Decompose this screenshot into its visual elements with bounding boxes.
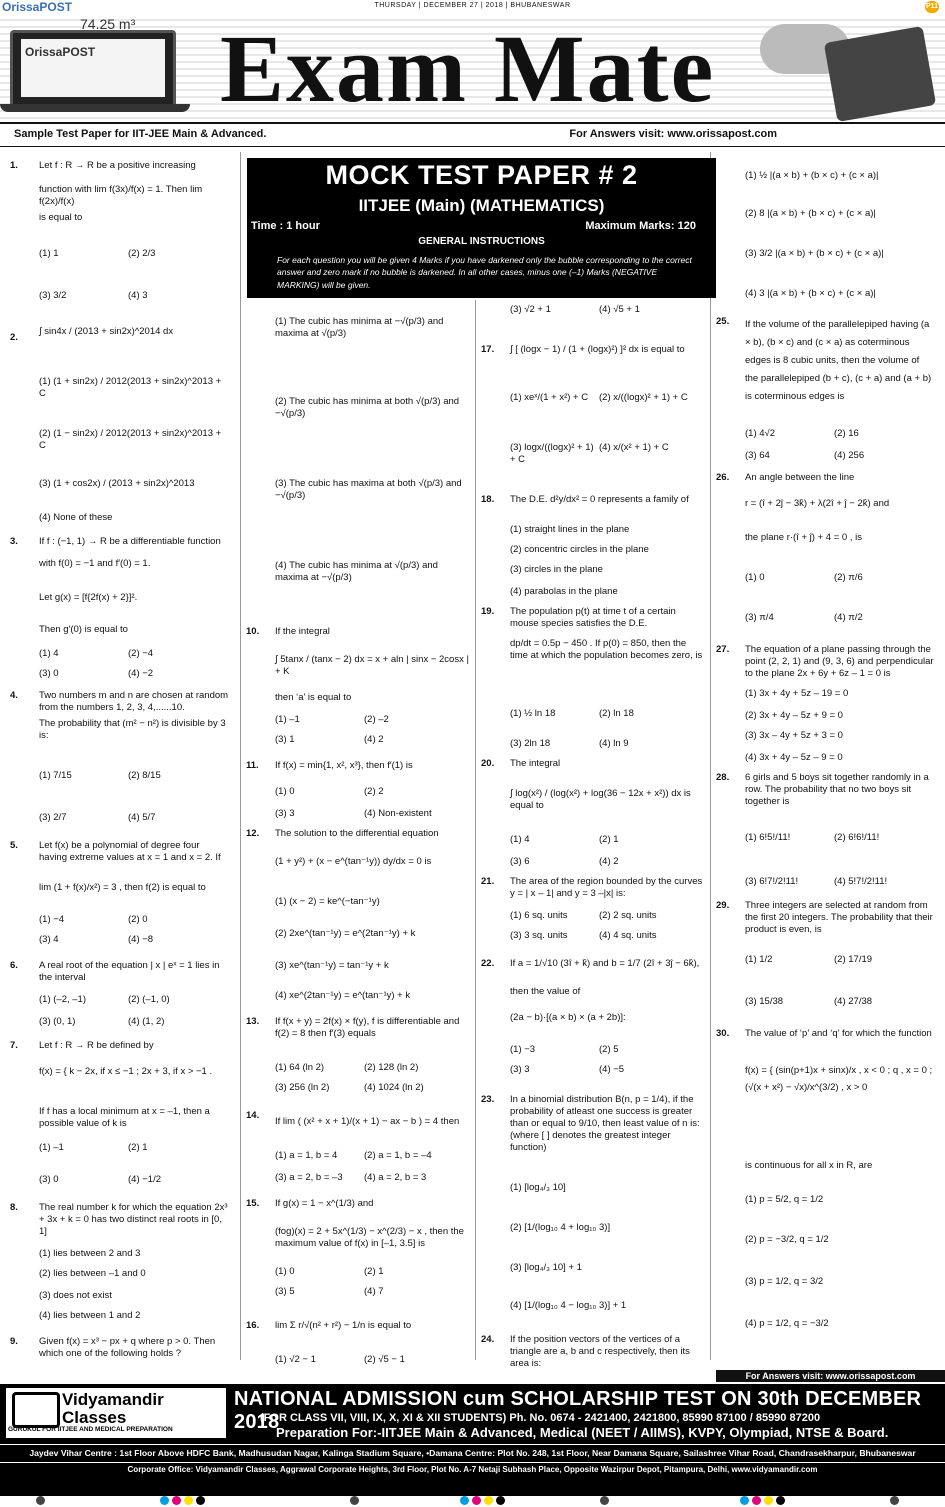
option-2[interactable]: (2) –2 bbox=[364, 714, 389, 725]
option-2[interactable]: (2) 2xe^(tan⁻¹y) = e^(2tan⁻¹y) + k bbox=[275, 928, 416, 939]
question-text: A real root of the equation | x | eˣ = 1 lies in the interval bbox=[39, 960, 220, 983]
option-4[interactable]: (4) 2 bbox=[364, 734, 384, 745]
option-3[interactable]: (3) 3 sq. units bbox=[510, 930, 568, 941]
option-3[interactable]: (3) 256 (ln 2) bbox=[275, 1082, 330, 1093]
question-number: 18. bbox=[481, 494, 495, 505]
option-1[interactable]: (1) 1/2 bbox=[745, 954, 773, 965]
question-text: the plane r·(î + ĵ) + 4 = 0 , is bbox=[745, 532, 862, 543]
option-4[interactable]: (4) 3x + 4y – 5z – 9 = 0 bbox=[745, 752, 843, 763]
question-number: 15. bbox=[246, 1198, 260, 1209]
option-1[interactable]: (1) 4 bbox=[510, 834, 530, 845]
question-text: is equal to bbox=[39, 212, 83, 223]
ad-corporate-office: Corporate Office: Vidyamandir Classes, Aggrawal Corporate Heights, 3rd Floor, Plot No. A-7 Netaji Subhash Place, Opposite Wazirpur Depot, Pitampura, Delhi, www.vidyamandir.com bbox=[0, 1462, 945, 1474]
option-3[interactable]: (3) [log₄/₃ 10] + 1 bbox=[510, 1262, 582, 1273]
option-4[interactable]: (4) parabolas in the plane bbox=[510, 586, 618, 597]
question-text: Three integers are selected at random from the first 20 integers. The probability that their product is even, is bbox=[745, 900, 933, 935]
instructions-text: For each question you will be given 4 Marks if you have darkened only the bubble corresponding to the correct answer and zero mark if no bubble is darkened. In all other cases, minus one (–1) Marks (NEGATIVE MARKING) will be given. bbox=[277, 255, 692, 290]
option-3[interactable]: (3) 15/38 bbox=[745, 996, 784, 1007]
option-1[interactable]: (1) 7/15 bbox=[39, 770, 72, 781]
top-bar bbox=[0, 0, 945, 14]
registration-mark bbox=[36, 1496, 45, 1505]
option-2[interactable]: (2) 3x + 4y – 5z + 9 = 0 bbox=[745, 710, 843, 721]
option-3[interactable]: (3) 3x – 4y + 5z + 3 = 0 bbox=[745, 730, 843, 741]
option-4[interactable]: (4) 1024 (ln 2) bbox=[364, 1082, 424, 1093]
question-text: (2a − b)·[(a × b) × (a + 2b)]: bbox=[510, 1012, 626, 1023]
mock-test-header bbox=[247, 158, 716, 298]
option-1[interactable]: (1) 4 bbox=[39, 648, 59, 659]
option-1[interactable]: (1) 64 (ln 2) bbox=[275, 1062, 325, 1073]
question-text: Let f : R → R be a positive increasing bbox=[39, 160, 196, 171]
instructions-heading: GENERAL INSTRUCTIONS bbox=[418, 236, 545, 247]
option-2[interactable]: (2) x/((logx)² + 1) + C bbox=[599, 392, 688, 403]
question-text: Let g(x) = [f{2f(x) + 2}]². bbox=[39, 592, 138, 603]
question-text: If the position vectors of the vertices of a triangle are a, b and c respectively, then its area is: bbox=[510, 1334, 690, 1369]
option-1[interactable]: (1) 4√2 bbox=[745, 428, 776, 439]
q24-option-1[interactable]: (1) ½ |(a × b) + (b × c) + (c × a)| bbox=[745, 170, 879, 181]
q16-option-4[interactable]: (4) √5 + 1 bbox=[599, 304, 640, 315]
question-number: 22. bbox=[481, 958, 495, 969]
question-text: is continuous for all x in R, are bbox=[745, 1160, 873, 1171]
q24-option-2[interactable]: (2) 8 |(a × b) + (b × c) + (c × a)| bbox=[745, 208, 876, 219]
option-4[interactable]: (4) 3 bbox=[128, 290, 148, 301]
question-text: If f has a local minimum at x = –1, then a possible value of k is bbox=[39, 1106, 210, 1129]
option-2[interactable]: (2) √5 − 1 bbox=[364, 1354, 405, 1365]
yellow-dot bbox=[184, 1496, 193, 1505]
option-1[interactable]: (1) lies between 2 and 3 bbox=[39, 1248, 141, 1259]
question-text: then ‘a’ is equal to bbox=[275, 692, 352, 703]
question-number: 19. bbox=[481, 606, 495, 617]
option-2[interactable]: (2) 1 bbox=[128, 1142, 148, 1153]
question-number: 8. bbox=[10, 1202, 18, 1213]
vidyamandir-advertisement bbox=[0, 1384, 945, 1496]
option-4[interactable]: (4) p = 1/2, q = −3/2 bbox=[745, 1318, 829, 1329]
option-1[interactable]: (1) √2 − 1 bbox=[275, 1354, 316, 1365]
question-number: 3. bbox=[10, 536, 18, 547]
question-number: 2. bbox=[10, 332, 18, 343]
subtitle-bar bbox=[0, 122, 945, 147]
column-2 bbox=[246, 310, 472, 1370]
column-1 bbox=[10, 160, 232, 1370]
black-dot bbox=[776, 1496, 785, 1505]
option-4[interactable]: (4) 256 bbox=[834, 450, 865, 461]
option-1[interactable]: (1) 0 bbox=[275, 786, 295, 797]
option-4[interactable]: (4) 2 bbox=[599, 856, 619, 867]
question-text: If f(x) = min{1, x², x³}, then f′(1) is bbox=[275, 760, 413, 771]
option-2[interactable]: (2) 17/19 bbox=[834, 954, 873, 965]
option-2[interactable]: (2) p = −3/2, q = 1/2 bbox=[745, 1234, 829, 1245]
brand-name-2: Classes bbox=[62, 1408, 127, 1427]
question-number: 26. bbox=[716, 472, 730, 483]
option-3[interactable]: (3) 0 bbox=[39, 1174, 59, 1185]
option-1[interactable]: (1) 3x + 4y + 5z – 19 = 0 bbox=[745, 688, 849, 699]
question-number: 24. bbox=[481, 1334, 495, 1345]
option-1[interactable]: (1) (x − 2) = ke^(−tan⁻¹y) bbox=[275, 896, 380, 907]
option-3[interactable]: (3) 2/7 bbox=[39, 812, 67, 823]
registration-mark bbox=[600, 1496, 609, 1505]
option-2[interactable]: (2) 0 bbox=[128, 914, 148, 925]
question-text: with f(0) = −1 and f′(0) = 1. bbox=[39, 558, 151, 569]
question-number: 21. bbox=[481, 876, 495, 887]
ad-preparation: Preparation For:-IITJEE Main & Advanced, Medical (NEET / AIIMS), KVPY, Olympiad, NTSE & Board. bbox=[276, 1425, 889, 1440]
question-text: f(x) = { k − 2x, if x ≤ −1 ; 2x + 3, if x > −1 . bbox=[39, 1066, 213, 1077]
option-3[interactable]: (3) 6 bbox=[510, 856, 530, 867]
question-text: If f(x + y) = 2f(x) × f(y), f is differentiable and f(2) = 8 then f′(3) equals bbox=[275, 1016, 460, 1039]
option-3[interactable]: (3) xe^(tan⁻¹y) = tan⁻¹y + k bbox=[275, 960, 389, 971]
question-number: 13. bbox=[246, 1016, 260, 1027]
option-2[interactable]: (2) lies between –1 and 0 bbox=[39, 1268, 146, 1279]
question-number: 25. bbox=[716, 316, 730, 327]
question-text: Let f(x) be a polynomial of degree four having extreme values at x = 1 and x = 2. If bbox=[39, 840, 221, 863]
magenta-dot bbox=[472, 1496, 481, 1505]
page-number-badge: P11 bbox=[925, 1, 939, 13]
question-number: 28. bbox=[716, 772, 730, 783]
laptop-screen bbox=[21, 39, 165, 97]
option-1[interactable]: (1) 0 bbox=[275, 1266, 295, 1277]
option-4[interactable]: (4) xe^(2tan⁻¹y) = e^(tan⁻¹y) + k bbox=[275, 990, 411, 1001]
subtitle-left: Sample Test Paper for IIT-JEE Main & Advanced. bbox=[14, 128, 267, 140]
column-divider bbox=[475, 300, 476, 1360]
option-3[interactable]: (3) logx/((logx)² + 1) + C bbox=[510, 442, 594, 465]
orissapost-logo: OrissaPOST bbox=[2, 0, 73, 14]
q24-option-3[interactable]: (3) 3/2 |(a × b) + (b × c) + (c × a)| bbox=[745, 248, 884, 259]
question-text: The value of ‘p’ and ‘q’ for which the function bbox=[745, 1028, 932, 1039]
question-text: If f : (−1, 1) → R be a differentiable function bbox=[39, 536, 221, 547]
option-2[interactable]: (2) (1 − sin2x) / 2012(2013 + sin2x)^2013 + C bbox=[39, 428, 222, 451]
question-text: The integral bbox=[510, 758, 561, 769]
option-4[interactable]: (4) None of these bbox=[39, 512, 113, 523]
question-number: 23. bbox=[481, 1094, 495, 1105]
question-text: The solution to the differential equation bbox=[275, 828, 439, 839]
question-text: The area of the region bounded by the curves y = | x – 1| and y = 3 –|x| is: bbox=[510, 876, 703, 899]
option-4[interactable]: (4) x/(x² + 1) + C bbox=[599, 442, 669, 453]
cyan-dot bbox=[740, 1496, 749, 1505]
option-4[interactable]: (4) a = 2, b = 3 bbox=[364, 1172, 427, 1183]
brand-tagline: GURUKUL FOR IITJEE AND MEDICAL PREPARATION bbox=[8, 1426, 173, 1433]
laptop-logo: OrissaPOST bbox=[25, 45, 96, 59]
option-2[interactable]: (2) concentric circles in the plane bbox=[510, 544, 649, 555]
question-text: If the integral bbox=[275, 626, 330, 637]
laptop-base bbox=[0, 104, 190, 112]
option-4[interactable]: (4) lies between 1 and 2 bbox=[39, 1310, 141, 1321]
option-2[interactable]: (2) 6!6!/11! bbox=[834, 832, 880, 843]
question-text: (fog)(x) = 2 + 5x^(1/3) − x^(2/3) − x , then the maximum value of f(x) in [–1, 3.5] is bbox=[275, 1226, 464, 1249]
option-1[interactable]: (1) −4 bbox=[39, 914, 65, 925]
question-text: The real number k for which the equation 2x³ + 3x + k = 0 has two distinct real roots in [0, 1] bbox=[39, 1202, 228, 1237]
option-2[interactable]: (2) 1 bbox=[364, 1266, 384, 1277]
question-text: (1 + y²) + (x − e^(tan⁻¹y)) dy/dx = 0 is bbox=[275, 856, 432, 867]
option-4[interactable]: (4) −2 bbox=[128, 668, 154, 679]
option-1[interactable]: (1) (1 + sin2x) / 2012(2013 + sin2x)^2013 + C bbox=[39, 376, 222, 399]
question-number: 7. bbox=[10, 1040, 18, 1051]
option-4[interactable]: (4) ln 9 bbox=[599, 738, 629, 749]
q9-option-4[interactable]: (4) The cubic has minima at √(p/3) and maxima at −√(p/3) bbox=[275, 560, 438, 583]
option-1[interactable]: (1) p = 5/2, q = 1/2 bbox=[745, 1194, 824, 1205]
question-text: If lim ( (x² + x + 1)/(x + 1) − ax − b ) = 4 then bbox=[275, 1116, 460, 1127]
question-number: 4. bbox=[10, 690, 18, 701]
question-text: f(x) = { (sin(p+1)x + sinx)/x , x < 0 ; q , x = 0 ; (√(x + x²) − √x)/x^(3/2) , x > 0 bbox=[745, 1065, 933, 1094]
question-number: 27. bbox=[716, 644, 730, 655]
option-3[interactable]: (3) 0 bbox=[39, 668, 59, 679]
magenta-dot bbox=[172, 1496, 181, 1505]
yellow-dot bbox=[484, 1496, 493, 1505]
option-4[interactable]: (4) 7 bbox=[364, 1286, 384, 1297]
print-registration-marks bbox=[0, 1494, 945, 1507]
option-1[interactable]: (1) 1 bbox=[39, 248, 59, 259]
question-text: then the value of bbox=[510, 986, 581, 997]
option-3[interactable]: (3) 1 bbox=[275, 734, 295, 745]
question-number: 29. bbox=[716, 900, 730, 911]
option-4[interactable]: (4) Non-existent bbox=[364, 808, 432, 819]
option-2[interactable]: (2) ln 18 bbox=[599, 708, 634, 719]
time-label: Time : 1 hour bbox=[251, 220, 320, 232]
question-number: 12. bbox=[246, 828, 260, 839]
option-2[interactable]: (2) 2/3 bbox=[128, 248, 156, 259]
question-text: Given f(x) = x³ − px + q where p > 0. Then which one of the following holds ? bbox=[39, 1336, 216, 1359]
magenta-dot bbox=[752, 1496, 761, 1505]
question-number: 9. bbox=[10, 1336, 18, 1347]
column-4 bbox=[716, 160, 938, 1368]
dateline: THURSDAY | DECEMBER 27 | 2018 | BHUBANESWAR bbox=[374, 2, 571, 9]
option-3[interactable]: (3) p = 1/2, q = 3/2 bbox=[745, 1276, 824, 1287]
q24-option-4[interactable]: (4) 3 |(a × b) + (b × c) + (c × a)| bbox=[745, 288, 876, 299]
question-number: 14. bbox=[246, 1110, 260, 1121]
black-dot bbox=[196, 1496, 205, 1505]
question-text: ∫ sin4x / (2013 + sin2x)^2014 dx bbox=[39, 326, 174, 337]
option-2[interactable]: (2) a = 1, b = –4 bbox=[364, 1150, 432, 1161]
max-marks-label: Maximum Marks: 120 bbox=[585, 220, 696, 232]
option-3[interactable]: (3) (1 + cos2x) / (2013 + sin2x)^2013 bbox=[39, 478, 195, 489]
book-icon bbox=[12, 1392, 60, 1428]
yellow-dot bbox=[764, 1496, 773, 1505]
subtitle-right: For Answers visit: www.orissapost.com bbox=[569, 128, 777, 140]
vidyamandir-logo bbox=[6, 1388, 226, 1438]
mock-title: MOCK TEST PAPER # 2 bbox=[325, 160, 638, 190]
option-2[interactable]: (2) 2 sq. units bbox=[599, 910, 657, 921]
mock-subtitle: IITJEE (Main) (MATHEMATICS) bbox=[358, 196, 605, 215]
q9-option-2[interactable]: (2) The cubic has minima at both √(p/3) and −√(p/3) bbox=[275, 396, 460, 419]
question-text: An angle between the line bbox=[745, 472, 855, 483]
option-2[interactable]: (2) 8/15 bbox=[128, 770, 161, 781]
option-1[interactable]: (1) –1 bbox=[39, 1142, 64, 1153]
section-title: Exam Mate bbox=[220, 15, 716, 122]
cyan-dot bbox=[460, 1496, 469, 1505]
registration-mark bbox=[890, 1496, 899, 1505]
question-text: The population p(t) at time t of a certain mouse species satisfies the D.E. bbox=[510, 606, 676, 629]
question-number: 1. bbox=[10, 160, 18, 171]
option-4[interactable]: (4) (1, 2) bbox=[128, 1016, 165, 1027]
black-dot bbox=[496, 1496, 505, 1505]
q9-option-3[interactable]: (3) The cubic has maxima at both √(p/3) and −√(p/3) bbox=[275, 478, 462, 501]
question-text: dp/dt = 0.5p − 450 . If p(0) = 850, then the time at which the population becomes zero, is bbox=[510, 638, 703, 661]
laptop-illustration bbox=[10, 30, 176, 108]
q16-option-3[interactable]: (3) √2 + 1 bbox=[510, 304, 551, 315]
question-text: function with lim f(3x)/f(x) = 1. Then lim f(2x)/f(x) bbox=[39, 184, 203, 207]
option-4[interactable]: (4) −8 bbox=[128, 934, 154, 945]
option-3[interactable]: (3) 2ln 18 bbox=[510, 738, 551, 749]
question-number: 20. bbox=[481, 758, 495, 769]
option-4[interactable]: (4) 5!7!/2!11! bbox=[834, 876, 888, 887]
option-2[interactable]: (2) 16 bbox=[834, 428, 859, 439]
option-3[interactable]: (3) 3/2 bbox=[39, 290, 67, 301]
option-2[interactable]: (2) [1/(log₁₀ 4 + log₁₀ 3)] bbox=[510, 1222, 611, 1233]
ad-classes-phone: (FOR CLASS VII, VIII, IX, X, XI & XII STUDENTS) Ph. No. 0674 - 2421400, 2421800, 85990 87100 / 85990 87200 bbox=[260, 1412, 821, 1424]
option-3[interactable]: (3) π/4 bbox=[745, 612, 774, 623]
question-text: Let f : R → R be defined by bbox=[39, 1040, 154, 1051]
option-2[interactable]: (2) 2 bbox=[364, 786, 384, 797]
question-text: The D.E. d²y/dx² = 0 represents a family of bbox=[510, 494, 689, 505]
question-number: 6. bbox=[10, 960, 18, 971]
option-3[interactable]: (3) 3 bbox=[510, 1064, 530, 1075]
question-text: lim Σ r/√(n² + r²) − 1/n is equal to bbox=[275, 1320, 412, 1331]
option-3[interactable]: (3) 4 bbox=[39, 934, 59, 945]
column-divider bbox=[240, 152, 241, 1360]
option-1[interactable]: (1) 6!5!/11! bbox=[745, 832, 791, 843]
question-number: 11. bbox=[246, 760, 259, 771]
question-text: In a binomial distribution B(n, p = 1/4), if the probability of atleast one success is greater than or equal to 9/10, then least value of n is: (where [ ] denotes the greatest integer function) bbox=[510, 1094, 700, 1153]
volume-formula: 74.25 m³ bbox=[80, 16, 136, 32]
question-text: The probability that (m² − n²) is divisible by 3 is: bbox=[39, 718, 226, 741]
question-text: If g(x) = 1 − x^(1/3) and bbox=[275, 1198, 374, 1209]
option-1[interactable]: (1) 6 sq. units bbox=[510, 910, 568, 921]
question-number: 16. bbox=[246, 1320, 260, 1331]
answers-link[interactable]: For Answers visit: www.orissapost.com bbox=[716, 1370, 945, 1382]
cyan-dot bbox=[160, 1496, 169, 1505]
ad-address: Jaydev Vihar Centre : 1st Floor Above HDFC Bank, Madhusudan Nagar, Kalinga Stadium Square, •Damana Centre: Plot No. 248, 1st Floor, Near Damana Square, Sailashree Vihar Road, Chandrasekharpur, Bhubaneswar bbox=[0, 1444, 945, 1458]
question-text: ∫ [ (logx − 1) / (1 + (logx)²) ]² dx is equal to bbox=[510, 344, 685, 355]
question-text: If the volume of the parallelepiped having (a × b), (b × c) and (c × a) as coterminous edges is 8 cubic units, then the volume of the parallelepiped (b + c), (c + a) and (a + b) is coterminous edges is bbox=[745, 319, 932, 403]
question-number: 5. bbox=[10, 840, 18, 851]
option-2[interactable]: (2) −4 bbox=[128, 648, 154, 659]
option-4[interactable]: (4) −5 bbox=[599, 1064, 625, 1075]
option-2[interactable]: (2) π/6 bbox=[834, 572, 863, 583]
option-3[interactable]: (3) circles in the plane bbox=[510, 564, 603, 575]
option-1[interactable]: (1) (–2, –1) bbox=[39, 994, 86, 1005]
option-2[interactable]: (2) (–1, 0) bbox=[128, 994, 170, 1005]
option-2[interactable]: (2) 1 bbox=[599, 834, 619, 845]
calculator-illustration bbox=[824, 26, 936, 122]
option-4[interactable]: (4) π/2 bbox=[834, 612, 863, 623]
option-1[interactable]: (1) –1 bbox=[275, 714, 300, 725]
option-4[interactable]: (4) [1/(log₁₀ 4 − log₁₀ 3)] + 1 bbox=[510, 1300, 627, 1311]
option-1[interactable]: (1) a = 1, b = 4 bbox=[275, 1150, 338, 1161]
question-number: 10. bbox=[246, 626, 260, 637]
question-text: Then g′(0) is equal to bbox=[39, 624, 128, 635]
option-3[interactable]: (3) a = 2, b = –3 bbox=[275, 1172, 343, 1183]
question-number: 30. bbox=[716, 1028, 730, 1039]
option-3[interactable]: (3) 6!7!/2!11! bbox=[745, 876, 799, 887]
ad-headline: NATIONAL ADMISSION cum SCHOLARSHIP TEST ON 30th DECEMBER 2018 bbox=[234, 1388, 922, 1433]
option-3[interactable]: (3) does not exist bbox=[39, 1290, 112, 1301]
option-2[interactable]: (2) 5 bbox=[599, 1044, 619, 1055]
option-4[interactable]: (4) 5/7 bbox=[128, 812, 156, 823]
option-1[interactable]: (1) 0 bbox=[745, 572, 765, 583]
option-1[interactable]: (1) xeˣ/(1 + x²) + C bbox=[510, 392, 589, 403]
option-3[interactable]: (3) (0, 1) bbox=[39, 1016, 76, 1027]
option-1[interactable]: (1) ½ ln 18 bbox=[510, 708, 556, 719]
option-4[interactable]: (4) −1/2 bbox=[128, 1174, 162, 1185]
option-3[interactable]: (3) 5 bbox=[275, 1286, 295, 1297]
question-text: lim (1 + f(x)/x²) = 3 , then f(2) is equal to bbox=[39, 882, 206, 893]
question-text: The equation of a plane passing through the point (2, 2, 1) and (9, 3, 6) and perpendicular to the plane 2x + 6y + 6z – 1 = 0 is bbox=[745, 644, 934, 679]
option-4[interactable]: (4) 4 sq. units bbox=[599, 930, 657, 941]
option-3[interactable]: (3) 3 bbox=[275, 808, 295, 819]
question-text: 6 girls and 5 boys sit together randomly in a row. The probability that no two boys sit together is bbox=[745, 772, 929, 807]
question-text: If a = 1/√10 (3î + k̂) and b = 1/7 (2î + 3ĵ − 6k̂), bbox=[510, 958, 700, 969]
option-4[interactable]: (4) 27/38 bbox=[834, 996, 873, 1007]
option-1[interactable]: (1) −3 bbox=[510, 1044, 536, 1055]
exam-mate-banner bbox=[0, 14, 945, 122]
option-3[interactable]: (3) 64 bbox=[745, 450, 770, 461]
column-3 bbox=[481, 302, 707, 1370]
question-number: 17. bbox=[481, 344, 495, 355]
question-text: ∫ 5tanx / (tanx − 2) dx = x + aln | sinx − 2cosx | + K bbox=[275, 654, 469, 677]
option-1[interactable]: (1) straight lines in the plane bbox=[510, 524, 630, 535]
question-text: ∫ log(x²) / (log(x²) + log(36 − 12x + x²)) dx is equal to bbox=[510, 788, 691, 811]
option-1[interactable]: (1) [log₄/₃ 10] bbox=[510, 1182, 566, 1193]
question-text: r = (î + 2ĵ − 3k̂) + λ(2î + ĵ − 2k̂) and bbox=[745, 498, 890, 509]
column-divider bbox=[710, 152, 711, 1360]
option-2[interactable]: (2) 128 (ln 2) bbox=[364, 1062, 419, 1073]
q9-option-1[interactable]: (1) The cubic has minima at −√(p/3) and maxima at √(p/3) bbox=[275, 316, 444, 339]
brand-name: Vidyamandir bbox=[62, 1390, 164, 1409]
question-text: Two numbers m and n are chosen at random from the numbers 1, 2, 3, 4,......10. bbox=[39, 690, 229, 713]
registration-mark bbox=[350, 1496, 359, 1505]
